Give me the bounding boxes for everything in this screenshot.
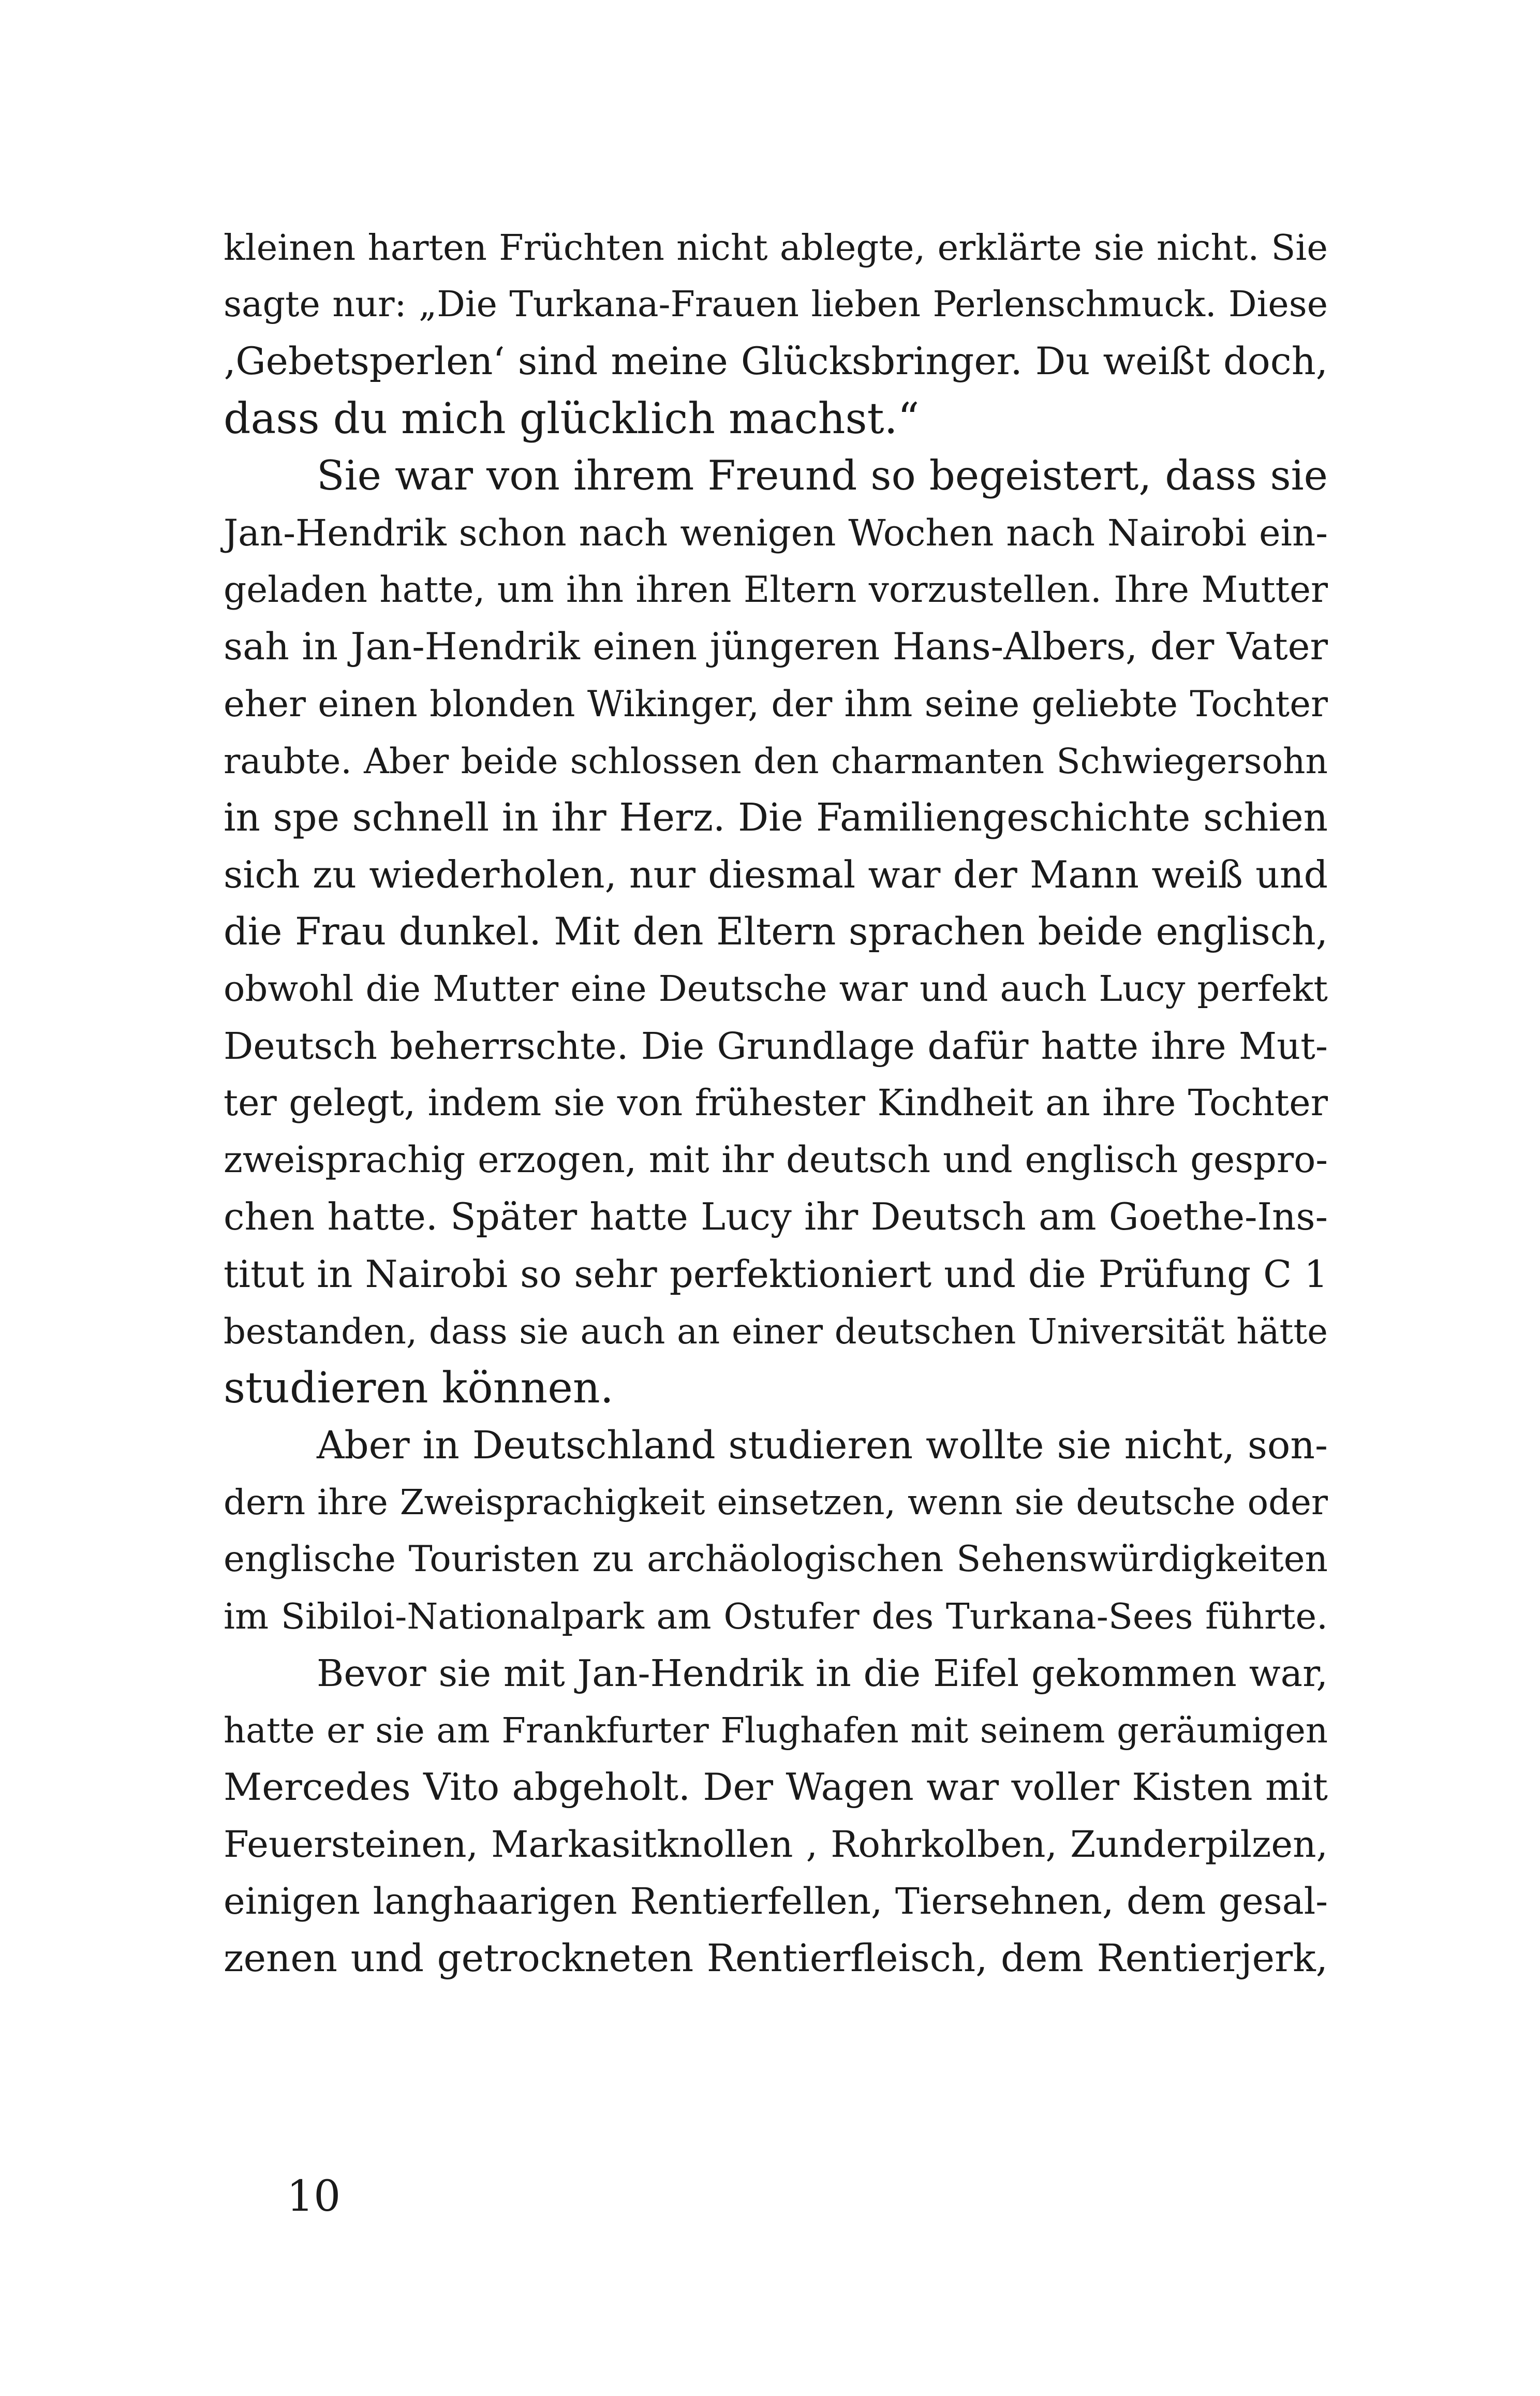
text-line: hatte er sie am Frankfurter Flughafen mit seinem geräumigen (224, 1710, 1328, 1751)
text-line: bestanden, dass sie auch an einer deutschen Universität hätte (224, 1311, 1328, 1352)
text-line: Jan-Hendrik schon nach wenigen Wochen nach Nairobi ein- (224, 511, 1328, 554)
text-line: in spe schnell in ihr Herz. Die Familiengeschichte schien (224, 795, 1328, 840)
text-line: sich zu wiederholen, nur diesmal war der Mann weiß und (224, 853, 1328, 897)
body-text (224, 219, 1328, 1987)
text-line: chen hatte. Später hatte Lucy ihr Deutsch am Goethe-Ins- (224, 1195, 1328, 1239)
text-line: Feuersteinen, Markasitknollen , Rohrkolben, Zunderpilzen, (224, 1823, 1328, 1866)
page-number: 10 (287, 2172, 341, 2221)
text-line: zenen und getrockneten Rentierfleisch, dem Rentierjerk, (224, 1936, 1328, 1980)
text-line: titut in Nairobi so sehr perfektioniert und die Prüfung C 1 (224, 1252, 1328, 1296)
text-line: kleinen harten Früchten nicht ablegte, erklärte sie nicht. Sie (224, 227, 1328, 269)
text-line: Sie war von ihrem Freund so begeistert, dass sie (317, 452, 1328, 499)
text-line: ‚Gebetsperlen‘ sind meine Glücksbringer. Du weißt doch, (224, 339, 1328, 384)
text-line: Aber in Deutschland studieren wollte sie nicht, son- (317, 1423, 1328, 1468)
text-line: dass du mich glücklich machst.“ (224, 394, 920, 443)
text-line: die Frau dunkel. Mit den Eltern sprachen beide englisch, (224, 910, 1328, 954)
text-line: studieren können. (224, 1363, 614, 1413)
text-line: geladen hatte, um ihn ihren Eltern vorzustellen. Ihre Mutter (224, 569, 1328, 611)
text-line: Bevor sie mit Jan-Hendrik in die Eifel gekommen war, (317, 1651, 1328, 1695)
text-line: obwohl die Mutter eine Deutsche war und auch Lucy perfekt (224, 968, 1328, 1010)
text-line: dern ihre Zweisprachigkeit einsetzen, wenn sie deutsche oder (224, 1482, 1328, 1523)
text-line: ter gelegt, indem sie von frühester Kindheit an ihre Tochter (224, 1082, 1328, 1124)
text-line: sah in Jan-Hendrik einen jüngeren Hans-Albers, der Vater (224, 625, 1328, 669)
text-line: im Sibiloi-Nationalpark am Ostufer des Turkana-Sees führte. (224, 1595, 1328, 1637)
text-line: zweisprachig erzogen, mit ihr deutsch und englisch gespro- (224, 1139, 1328, 1181)
text-line: englische Touristen zu archäologischen Sehenswürdigkeiten (224, 1539, 1328, 1580)
text-line: raubte. Aber beide schlossen den charmanten Schwiegersohn (224, 740, 1328, 781)
text-line: einigen langhaarigen Rentierfellen, Tiersehnen, dem gesal- (224, 1880, 1328, 1923)
text-line: sagte nur: „Die Turkana-Frauen lieben Perlenschmuck. Diese (224, 284, 1328, 326)
text-line: Deutsch beherrschte. Die Grundlage dafür hatte ihre Mut- (224, 1024, 1328, 1068)
text-line: Mercedes Vito abgeholt. Der Wagen war voller Kisten mit (224, 1766, 1328, 1810)
text-line: eher einen blonden Wikinger, der ihm seine geliebte Tochter (224, 683, 1328, 725)
